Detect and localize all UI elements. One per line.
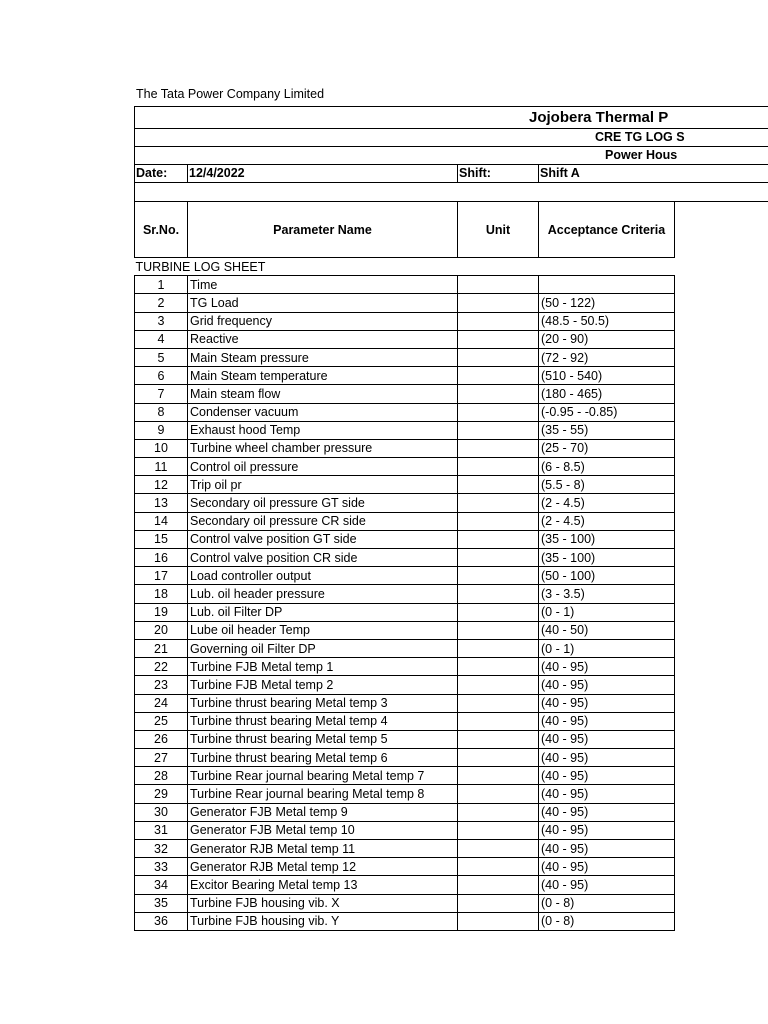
unit-cell[interactable]: [458, 767, 539, 785]
table-row: [135, 348, 675, 366]
criteria-cell: (40 - 95): [539, 876, 675, 894]
table-row: [135, 876, 675, 894]
subtitle-row: [134, 128, 768, 147]
unit-cell[interactable]: [458, 912, 539, 930]
unit-cell[interactable]: [458, 676, 539, 694]
unit-cell[interactable]: [458, 730, 539, 748]
table-row: [135, 858, 675, 876]
unit-cell[interactable]: [458, 858, 539, 876]
criteria-cell: (40 - 95): [539, 821, 675, 839]
param-cell: TG Load: [188, 294, 458, 312]
table-row: [135, 658, 675, 676]
param-cell: Generator RJB Metal temp 12: [188, 858, 458, 876]
criteria-cell: (180 - 465): [539, 385, 675, 403]
parameter-table: [134, 201, 675, 931]
table-row: [135, 439, 675, 457]
unit-cell[interactable]: [458, 658, 539, 676]
param-cell: Turbine Rear journal bearing Metal temp 8: [188, 785, 458, 803]
param-cell: Condenser vacuum: [188, 403, 458, 421]
shift-label: Shift:: [459, 166, 491, 180]
table-row: [135, 276, 675, 294]
table-row: [135, 803, 675, 821]
table-row: [135, 312, 675, 330]
sr-cell: 29: [135, 785, 188, 803]
sheet-subtitle: CRE TG LOG S: [595, 130, 685, 144]
table-row: [135, 530, 675, 548]
table-row: [135, 476, 675, 494]
unit-cell[interactable]: [458, 894, 539, 912]
criteria-cell: (35 - 100): [539, 549, 675, 567]
param-cell: Generator FJB Metal temp 10: [188, 821, 458, 839]
sr-cell: 4: [135, 330, 188, 348]
unit-cell[interactable]: [458, 621, 539, 639]
col-header-sr: Sr.No.: [135, 202, 188, 258]
param-cell: Turbine FJB Metal temp 2: [188, 676, 458, 694]
table-row: [135, 821, 675, 839]
table-row: [135, 694, 675, 712]
criteria-cell: (40 - 95): [539, 785, 675, 803]
criteria-cell: (40 - 95): [539, 694, 675, 712]
table-row: [135, 421, 675, 439]
criteria-cell: (35 - 55): [539, 421, 675, 439]
unit-cell[interactable]: [458, 403, 539, 421]
param-cell: Lub. oil Filter DP: [188, 603, 458, 621]
criteria-cell: (40 - 95): [539, 676, 675, 694]
param-cell: Turbine FJB Metal temp 1: [188, 658, 458, 676]
criteria-cell: (40 - 95): [539, 767, 675, 785]
sr-cell: 24: [135, 694, 188, 712]
table-row: [135, 403, 675, 421]
unit-cell[interactable]: [458, 749, 539, 767]
param-cell: Turbine FJB housing vib. Y: [188, 912, 458, 930]
criteria-cell: (0 - 8): [539, 894, 675, 912]
sr-cell: 6: [135, 367, 188, 385]
col-header-param: Parameter Name: [188, 202, 458, 258]
sr-cell: 19: [135, 603, 188, 621]
criteria-cell: (20 - 90): [539, 330, 675, 348]
company-name: The Tata Power Company Limited: [136, 87, 325, 101]
criteria-cell: (48.5 - 50.5): [539, 312, 675, 330]
param-cell: Load controller output: [188, 567, 458, 585]
table-row: [135, 749, 675, 767]
criteria-cell: (50 - 122): [539, 294, 675, 312]
param-cell: Turbine thrust bearing Metal temp 5: [188, 730, 458, 748]
criteria-cell: (2 - 4.5): [539, 512, 675, 530]
date-label: Date:: [136, 166, 168, 180]
col-header-criteria: Acceptance Criteria: [539, 202, 675, 258]
table-row: [135, 840, 675, 858]
criteria-cell: (40 - 50): [539, 621, 675, 639]
table-row: [135, 549, 675, 567]
table-row: [135, 330, 675, 348]
table-row: [135, 367, 675, 385]
sr-cell: 14: [135, 512, 188, 530]
criteria-cell: (40 - 95): [539, 712, 675, 730]
section-title: TURBINE LOG SHEET: [135, 258, 675, 276]
location-row: [134, 146, 768, 165]
param-cell: Lube oil header Temp: [188, 621, 458, 639]
unit-cell[interactable]: [458, 567, 539, 585]
sr-cell: 34: [135, 876, 188, 894]
sheet-location: Power Hous: [605, 148, 678, 162]
table-row: [135, 385, 675, 403]
table-row: [135, 603, 675, 621]
param-cell: Secondary oil pressure GT side: [188, 494, 458, 512]
table-row: [135, 894, 675, 912]
sr-cell: 2: [135, 294, 188, 312]
param-cell: Turbine thrust bearing Metal temp 3: [188, 694, 458, 712]
sr-cell: 36: [135, 912, 188, 930]
param-cell: Control valve position GT side: [188, 530, 458, 548]
table-row: [135, 767, 675, 785]
param-cell: Control valve position CR side: [188, 549, 458, 567]
spacer-row: [134, 182, 768, 202]
log-sheet: [134, 106, 768, 936]
table-row: [135, 494, 675, 512]
unit-cell[interactable]: [458, 348, 539, 366]
unit-cell[interactable]: [458, 385, 539, 403]
param-cell: Grid frequency: [188, 312, 458, 330]
unit-cell[interactable]: [458, 512, 539, 530]
table-row: [135, 567, 675, 585]
sr-cell: 31: [135, 821, 188, 839]
criteria-cell: (5.5 - 8): [539, 476, 675, 494]
criteria-cell: (0 - 1): [539, 603, 675, 621]
param-cell: Trip oil pr: [188, 476, 458, 494]
sr-cell: 13: [135, 494, 188, 512]
sr-cell: 27: [135, 749, 188, 767]
date-shift-row: [134, 164, 768, 183]
param-cell: Generator FJB Metal temp 9: [188, 803, 458, 821]
criteria-cell: (510 - 540): [539, 367, 675, 385]
unit-cell[interactable]: [458, 439, 539, 457]
sr-cell: 26: [135, 730, 188, 748]
sr-cell: 32: [135, 840, 188, 858]
sr-cell: 16: [135, 549, 188, 567]
table-row: [135, 712, 675, 730]
criteria-cell: (-0.95 - -0.85): [539, 403, 675, 421]
criteria-cell: (40 - 95): [539, 803, 675, 821]
unit-cell[interactable]: [458, 458, 539, 476]
criteria-cell: (40 - 95): [539, 840, 675, 858]
shift-value: Shift A: [540, 166, 580, 180]
sr-cell: 25: [135, 712, 188, 730]
param-cell: Main Steam temperature: [188, 367, 458, 385]
section-row: [135, 258, 675, 276]
param-cell: Turbine Rear journal bearing Metal temp 7: [188, 767, 458, 785]
param-cell: Generator RJB Metal temp 11: [188, 840, 458, 858]
param-cell: Time: [188, 276, 458, 294]
criteria-cell: (40 - 95): [539, 858, 675, 876]
unit-cell[interactable]: [458, 840, 539, 858]
param-cell: Turbine thrust bearing Metal temp 6: [188, 749, 458, 767]
sr-cell: 8: [135, 403, 188, 421]
unit-cell[interactable]: [458, 785, 539, 803]
col-header-unit: Unit: [458, 202, 539, 258]
sr-cell: 23: [135, 676, 188, 694]
sr-cell: 35: [135, 894, 188, 912]
sr-cell: 22: [135, 658, 188, 676]
table-row: [135, 785, 675, 803]
criteria-cell: (72 - 92): [539, 348, 675, 366]
title-row: [134, 106, 768, 129]
unit-cell[interactable]: [458, 294, 539, 312]
sr-cell: 11: [135, 458, 188, 476]
sr-cell: 17: [135, 567, 188, 585]
param-cell: Control oil pressure: [188, 458, 458, 476]
sr-cell: 1: [135, 276, 188, 294]
unit-cell[interactable]: [458, 549, 539, 567]
unit-cell[interactable]: [458, 312, 539, 330]
unit-cell[interactable]: [458, 476, 539, 494]
unit-cell[interactable]: [458, 639, 539, 657]
param-cell: Reactive: [188, 330, 458, 348]
param-cell: Governing oil Filter DP: [188, 639, 458, 657]
param-cell: Main Steam pressure: [188, 348, 458, 366]
param-cell: Turbine thrust bearing Metal temp 4: [188, 712, 458, 730]
criteria-cell: (40 - 95): [539, 749, 675, 767]
unit-cell[interactable]: [458, 421, 539, 439]
unit-cell[interactable]: [458, 585, 539, 603]
sr-cell: 21: [135, 639, 188, 657]
sr-cell: 9: [135, 421, 188, 439]
unit-cell[interactable]: [458, 712, 539, 730]
criteria-cell: (50 - 100): [539, 567, 675, 585]
table-row: [135, 512, 675, 530]
sheet-title: Jojobera Thermal P: [529, 109, 669, 126]
unit-cell[interactable]: [458, 494, 539, 512]
unit-cell[interactable]: [458, 694, 539, 712]
criteria-cell: (0 - 8): [539, 912, 675, 930]
table-row: [135, 294, 675, 312]
sr-cell: 3: [135, 312, 188, 330]
criteria-cell: (2 - 4.5): [539, 494, 675, 512]
unit-cell[interactable]: [458, 876, 539, 894]
sr-cell: 30: [135, 803, 188, 821]
sr-cell: 28: [135, 767, 188, 785]
param-cell: Turbine wheel chamber pressure: [188, 439, 458, 457]
sr-cell: 7: [135, 385, 188, 403]
unit-cell[interactable]: [458, 530, 539, 548]
unit-cell[interactable]: [458, 330, 539, 348]
table-row: [135, 639, 675, 657]
criteria-cell: (40 - 95): [539, 730, 675, 748]
table-row: [135, 676, 675, 694]
param-cell: Excitor Bearing Metal temp 13: [188, 876, 458, 894]
unit-cell[interactable]: [458, 276, 539, 294]
sr-cell: 10: [135, 439, 188, 457]
unit-cell[interactable]: [458, 367, 539, 385]
table-row: [135, 621, 675, 639]
criteria-cell: [539, 276, 675, 294]
criteria-cell: (0 - 1): [539, 639, 675, 657]
param-cell: Main steam flow: [188, 385, 458, 403]
unit-cell[interactable]: [458, 603, 539, 621]
table-row: [135, 458, 675, 476]
unit-cell[interactable]: [458, 821, 539, 839]
sr-cell: 33: [135, 858, 188, 876]
table-row: [135, 912, 675, 930]
table-row: [135, 730, 675, 748]
criteria-cell: (25 - 70): [539, 439, 675, 457]
criteria-cell: (35 - 100): [539, 530, 675, 548]
sr-cell: 5: [135, 348, 188, 366]
criteria-cell: (40 - 95): [539, 658, 675, 676]
sr-cell: 15: [135, 530, 188, 548]
param-cell: Lub. oil header pressure: [188, 585, 458, 603]
sr-cell: 18: [135, 585, 188, 603]
param-cell: Exhaust hood Temp: [188, 421, 458, 439]
sr-cell: 12: [135, 476, 188, 494]
criteria-cell: (6 - 8.5): [539, 458, 675, 476]
date-value: 12/4/2022: [189, 166, 245, 180]
param-cell: Turbine FJB housing vib. X: [188, 894, 458, 912]
sr-cell: 20: [135, 621, 188, 639]
unit-cell[interactable]: [458, 803, 539, 821]
column-header-row: [135, 202, 675, 258]
criteria-cell: (3 - 3.5): [539, 585, 675, 603]
table-row: [135, 585, 675, 603]
param-cell: Secondary oil pressure CR side: [188, 512, 458, 530]
